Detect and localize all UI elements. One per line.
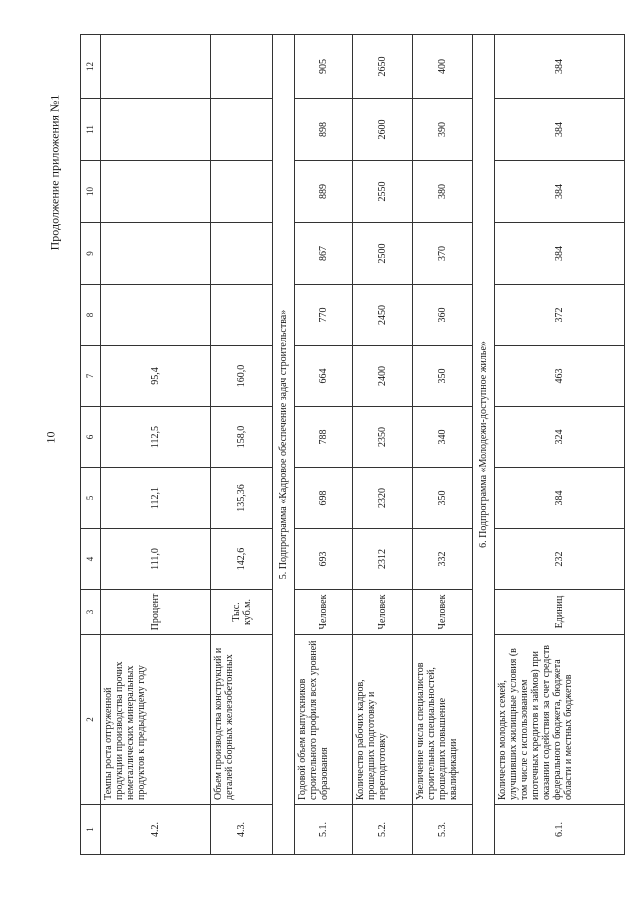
value-cell	[101, 99, 211, 161]
column-number: 3	[81, 590, 101, 635]
value-cell: 340	[413, 407, 473, 468]
value-cell: 111,0	[101, 529, 211, 590]
continuation-note: Продолжение приложения №1	[47, 94, 62, 251]
value-cell: 95,4	[101, 346, 211, 407]
value-cell: 384	[495, 35, 625, 99]
value-cell: 664	[295, 346, 353, 407]
value-cell: 898	[295, 99, 353, 161]
value-cell	[211, 223, 273, 285]
indicator-name: Количество молодых семей, улучшивших жилищные условия (в том числе с использованием ипотечных кредитов и займов) при оказании содействия за счет средств федерального бюджета, бюджета области и местных бюджетов	[495, 635, 625, 805]
value-cell: 463	[495, 346, 625, 407]
value-cell: 384	[495, 161, 625, 223]
unit: Человек	[295, 590, 353, 635]
row-number: 5.2.	[353, 805, 413, 855]
value-cell: 384	[495, 223, 625, 285]
value-cell	[211, 161, 273, 223]
value-cell: 770	[295, 285, 353, 346]
value-cell: 905	[295, 35, 353, 99]
value-cell: 135,36	[211, 468, 273, 529]
value-cell: 232	[495, 529, 625, 590]
indicator-name: Увеличение числа специалистов строительных специальностей, прошедших повышение квалификации	[413, 635, 473, 805]
column-number: 10	[81, 161, 101, 223]
unit: Единиц	[495, 590, 625, 635]
value-cell	[211, 285, 273, 346]
value-cell: 324	[495, 407, 625, 468]
unit: Процент	[101, 590, 211, 635]
indicator-name: Годовой объем выпускников строительного профиля всех уровней образования	[295, 635, 353, 805]
column-number: 9	[81, 223, 101, 285]
column-number: 4	[81, 529, 101, 590]
column-number: 2	[81, 635, 101, 805]
value-cell	[101, 35, 211, 99]
value-cell	[211, 35, 273, 99]
value-cell	[101, 223, 211, 285]
value-cell: 372	[495, 285, 625, 346]
value-cell: 2350	[353, 407, 413, 468]
section-row	[473, 35, 495, 855]
value-cell: 2650	[353, 35, 413, 99]
table-body	[81, 35, 625, 855]
rotated-table-container	[80, 35, 610, 855]
indicator-name: Количество рабочих кадров, прошедших подготовку и переподготовку	[353, 635, 413, 805]
value-cell: 158,0	[211, 407, 273, 468]
table-row	[211, 35, 273, 855]
indicators-table	[80, 34, 625, 855]
value-cell	[101, 161, 211, 223]
column-number: 5	[81, 468, 101, 529]
section-title: 6. Подпрограмма «Молодежи-доступное жилье»	[473, 35, 495, 855]
value-cell: 867	[295, 223, 353, 285]
value-cell: 693	[295, 529, 353, 590]
value-cell: 384	[495, 468, 625, 529]
value-cell: 2400	[353, 346, 413, 407]
row-number: 4.3.	[211, 805, 273, 855]
value-cell: 2500	[353, 223, 413, 285]
row-number: 6.1.	[495, 805, 625, 855]
value-cell: 2312	[353, 529, 413, 590]
value-cell: 332	[413, 529, 473, 590]
unit: Человек	[353, 590, 413, 635]
table-row	[101, 35, 211, 855]
value-cell: 112,1	[101, 468, 211, 529]
indicator-name: Объем производства конструкций и деталей сборных железобетонных	[211, 635, 273, 805]
unit: Тыс. куб.м.	[211, 590, 273, 635]
section-title: 5. Подпрограмма «Кадровое обеспечение задач строительства»	[273, 35, 295, 855]
column-number-row	[81, 35, 101, 855]
page-number: 10	[43, 431, 58, 444]
value-cell: 112,5	[101, 407, 211, 468]
value-cell: 384	[495, 99, 625, 161]
column-number: 6	[81, 407, 101, 468]
value-cell: 360	[413, 285, 473, 346]
table-row	[495, 35, 625, 855]
table-row	[413, 35, 473, 855]
value-cell: 2600	[353, 99, 413, 161]
value-cell: 350	[413, 346, 473, 407]
indicator-name: Темпы роста отгруженной продукции производства прочих неметаллических минеральных продуктов к предыдущему году	[101, 635, 211, 805]
column-number: 8	[81, 285, 101, 346]
row-number: 5.3.	[413, 805, 473, 855]
value-cell: 160,0	[211, 346, 273, 407]
value-cell: 698	[295, 468, 353, 529]
value-cell: 142,6	[211, 529, 273, 590]
column-number: 1	[81, 805, 101, 855]
value-cell: 2320	[353, 468, 413, 529]
row-number: 5.1.	[295, 805, 353, 855]
value-cell: 400	[413, 35, 473, 99]
column-number: 12	[81, 35, 101, 99]
value-cell: 788	[295, 407, 353, 468]
value-cell: 350	[413, 468, 473, 529]
column-number: 7	[81, 346, 101, 407]
table-row	[353, 35, 413, 855]
value-cell	[101, 285, 211, 346]
table-row	[295, 35, 353, 855]
value-cell: 390	[413, 99, 473, 161]
value-cell	[211, 99, 273, 161]
value-cell: 889	[295, 161, 353, 223]
unit: Человек	[413, 590, 473, 635]
value-cell: 2450	[353, 285, 413, 346]
value-cell: 370	[413, 223, 473, 285]
section-row	[273, 35, 295, 855]
column-number: 11	[81, 99, 101, 161]
value-cell: 380	[413, 161, 473, 223]
value-cell: 2550	[353, 161, 413, 223]
row-number: 4.2.	[101, 805, 211, 855]
